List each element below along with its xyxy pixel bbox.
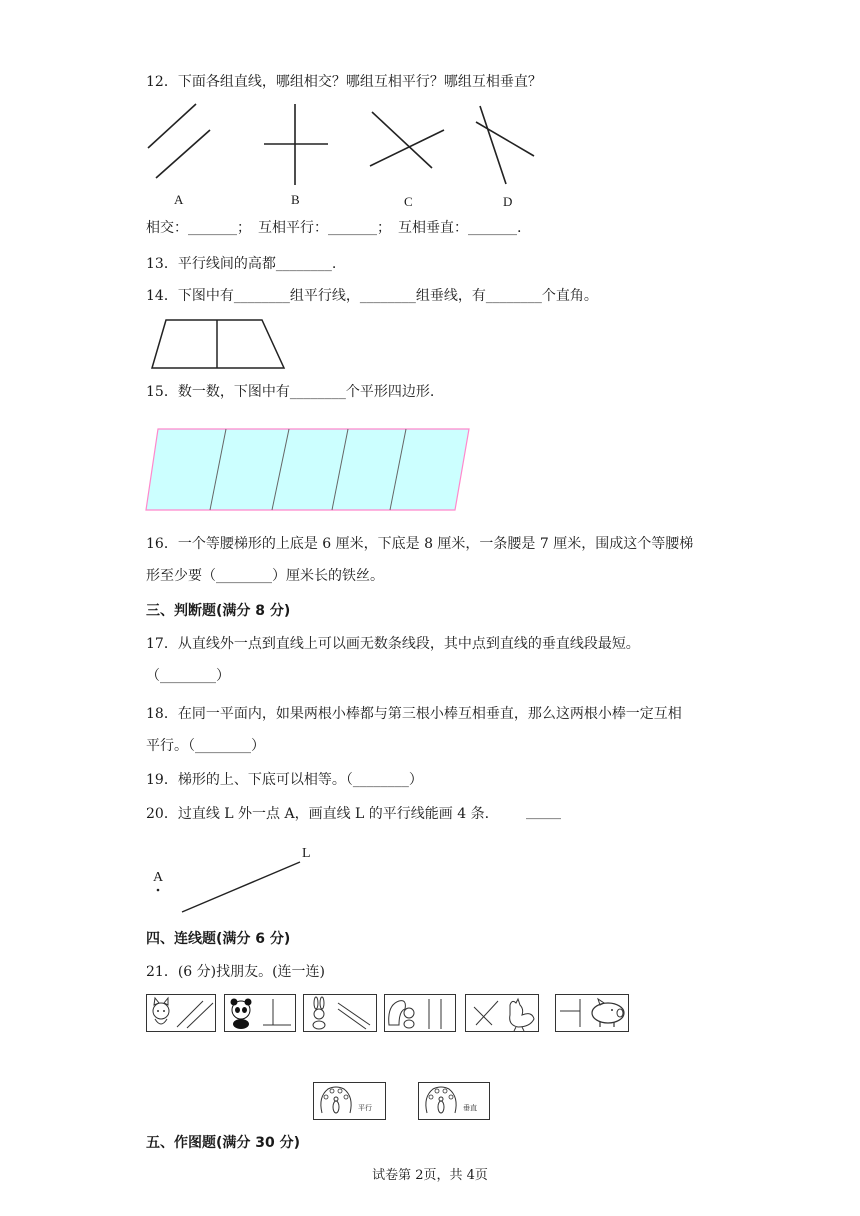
q18-line1: 18．在同一平面内，如果两根小棒都与第三根小棒互相垂直，那么这两根小棒一定互相	[146, 706, 682, 722]
q12-answer-line: 相交：_______； 互相平行：_______； 互相垂直：_______.	[146, 220, 522, 236]
q17-line2: （________）	[146, 668, 230, 684]
cat-icon	[147, 995, 215, 1031]
q16-line1: 16．一个等腰梯形的上底是 6 厘米，下底是 8 厘米，一条腰是 7 厘米，围成这个等腰梯	[146, 536, 694, 552]
rooster-icon	[466, 995, 538, 1031]
q12-text: 12．下面各组直线，哪组相交？哪组互相平行？哪组互相垂直？	[146, 74, 542, 90]
line-a2	[156, 130, 210, 178]
pig-icon	[556, 995, 628, 1031]
card-squirrel[interactable]	[384, 994, 456, 1032]
q19-text: 19．梯形的上、下底可以相等。（________）	[146, 772, 423, 788]
q20-blank: _____	[526, 804, 561, 820]
option-perpendicular-label: 垂直	[463, 1104, 477, 1112]
card-pig[interactable]	[555, 994, 629, 1032]
page-footer: 试卷第 2页，共 4页	[372, 1168, 488, 1183]
q20-text: 20．过直线 L 外一点 A，画直线 L 的平行线能画 4 条.	[146, 806, 490, 822]
squirrel-icon	[385, 995, 455, 1031]
line-l-label: L	[302, 846, 311, 861]
q12-figure	[140, 100, 560, 215]
panda-icon	[225, 995, 295, 1031]
line-a1	[148, 104, 196, 148]
peacock-icon	[421, 1083, 461, 1119]
label-c: C	[404, 194, 413, 209]
label-a: A	[174, 192, 184, 207]
q13-text: 13．平行线间的高都________.	[146, 256, 337, 272]
section5-title: 五、作图题(满分 30 分)	[146, 1135, 301, 1151]
line-d2	[476, 122, 534, 156]
line-c2	[370, 130, 444, 166]
point-a-label: A	[153, 870, 164, 885]
card-cat[interactable]	[146, 994, 216, 1032]
peacock-icon	[316, 1083, 356, 1119]
q16-line2: 形至少要（________）厘米长的铁丝。	[146, 568, 384, 584]
card-panda[interactable]	[224, 994, 296, 1032]
q18-line2: 平行。（________）	[146, 738, 265, 754]
q21-text: 21．(6 分)找朋友。(连一连)	[146, 964, 326, 980]
label-b: B	[291, 192, 300, 207]
q15-parallelogram-figure	[144, 426, 474, 512]
card-rooster[interactable]	[465, 994, 539, 1032]
option-parallel-label: 平行	[358, 1104, 372, 1112]
label-d: D	[503, 194, 513, 209]
q14-text: 14．下图中有________组平行线，________组垂线，有________个直角。	[146, 288, 598, 304]
line-d1	[480, 106, 506, 184]
card-peacock-perpendicular[interactable]	[418, 1082, 490, 1120]
q14-trapezoid-figure	[146, 316, 291, 372]
card-rabbit[interactable]	[303, 994, 377, 1032]
section3-title: 三、判断题(满分 8 分)	[146, 603, 291, 619]
q17-line1: 17．从直线外一点到直线上可以画无数条线段，其中点到直线的垂直线段最短。	[146, 636, 640, 652]
section4-title: 四、连线题(满分 6 分)	[146, 931, 291, 947]
rabbit-icon	[304, 995, 376, 1031]
card-peacock-parallel[interactable]	[313, 1082, 386, 1120]
q15-text: 15．数一数，下图中有________个平形四边形.	[146, 384, 435, 400]
